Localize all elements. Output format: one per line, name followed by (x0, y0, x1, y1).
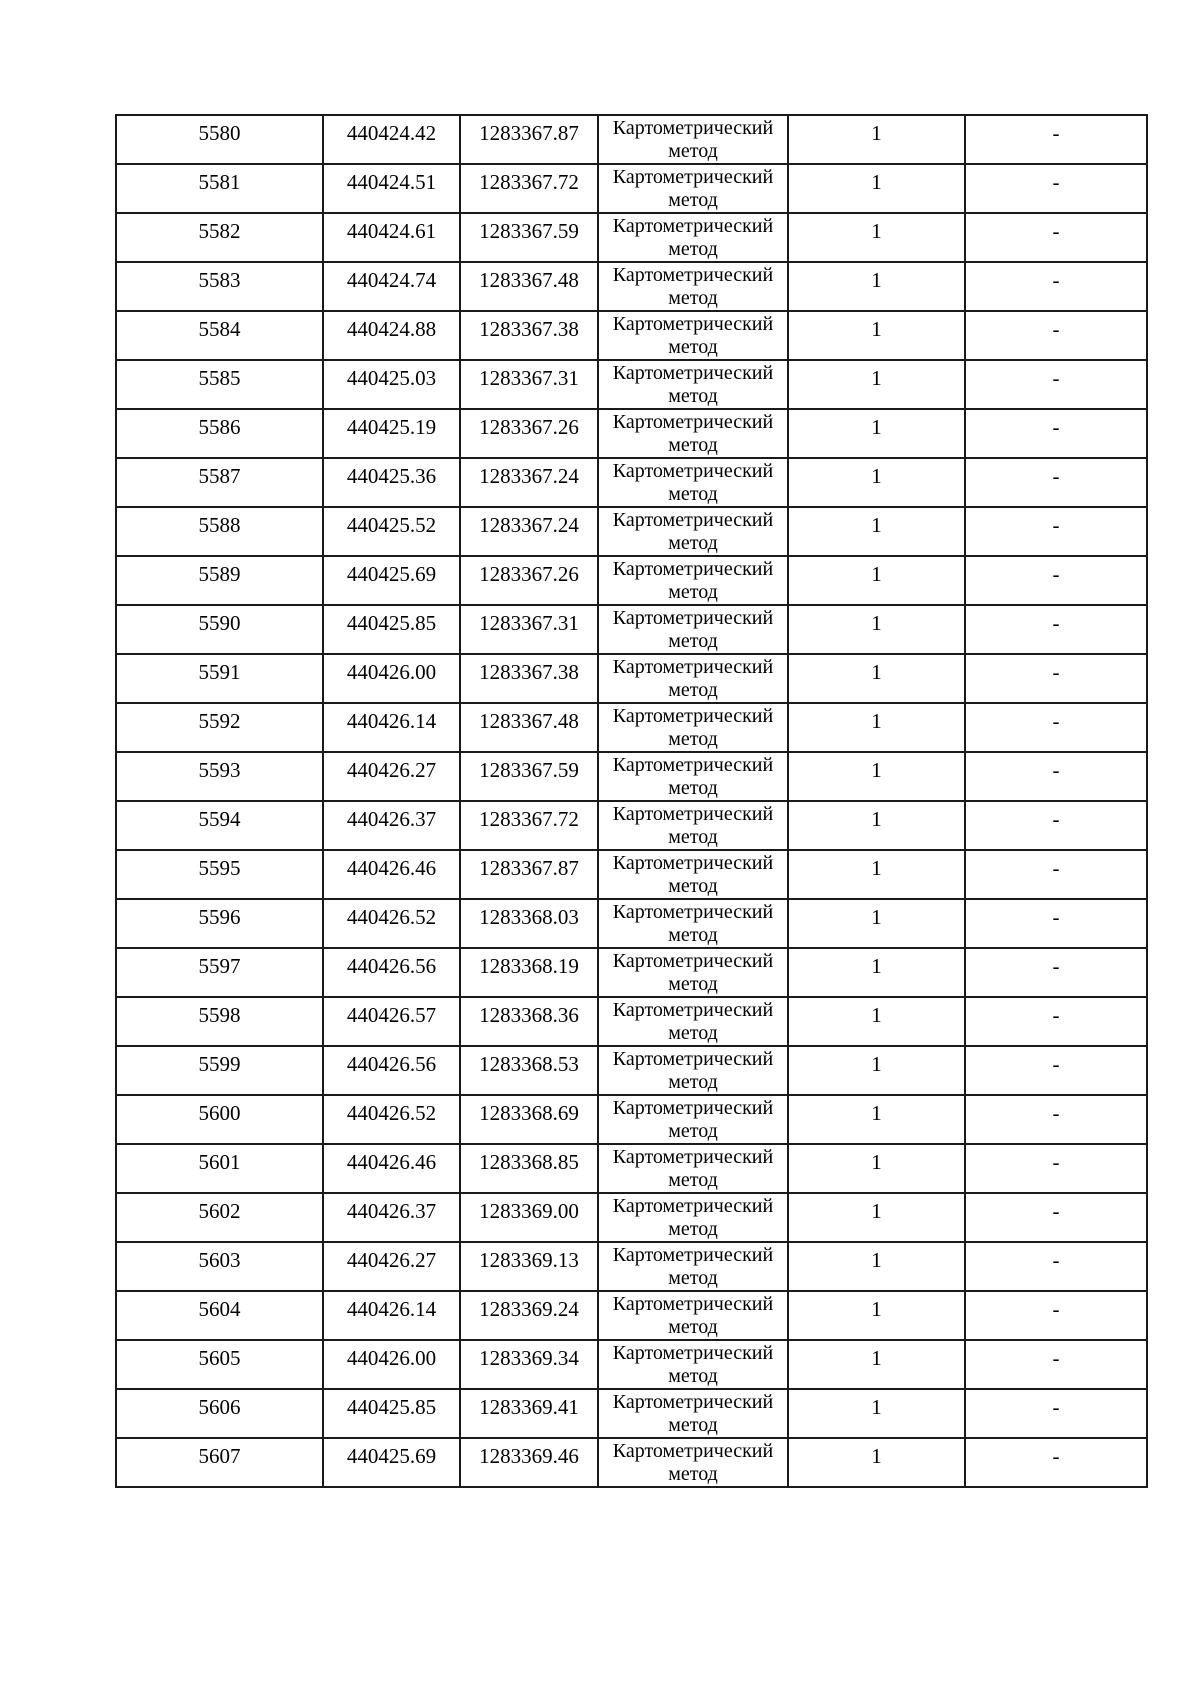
x-coordinate-cell: 440426.57 (323, 997, 460, 1046)
method-cell: Картометрический метод (598, 605, 788, 654)
point-number-cell: 5592 (116, 703, 323, 752)
x-coordinate-cell: 440424.88 (323, 311, 460, 360)
method-cell: Картометрический метод (598, 1046, 788, 1095)
table-row (116, 899, 1147, 948)
table-row (116, 1389, 1147, 1438)
note-cell: - (965, 899, 1147, 948)
x-coordinate-cell: 440425.85 (323, 1389, 460, 1438)
table-row (116, 948, 1147, 997)
accuracy-cell: 1 (788, 1438, 965, 1487)
point-number-cell: 5597 (116, 948, 323, 997)
note-cell: - (965, 752, 1147, 801)
y-coordinate-cell: 1283369.46 (460, 1438, 598, 1487)
x-coordinate-cell: 440426.56 (323, 1046, 460, 1095)
accuracy-cell: 1 (788, 752, 965, 801)
point-number-cell: 5589 (116, 556, 323, 605)
y-coordinate-cell: 1283367.87 (460, 115, 598, 164)
point-number-cell: 5590 (116, 605, 323, 654)
method-cell: Картометрический метод (598, 556, 788, 605)
table-row (116, 360, 1147, 409)
table-row (116, 1242, 1147, 1291)
x-coordinate-cell: 440425.52 (323, 507, 460, 556)
y-coordinate-cell: 1283367.26 (460, 556, 598, 605)
accuracy-cell: 1 (788, 115, 965, 164)
accuracy-cell: 1 (788, 850, 965, 899)
y-coordinate-cell: 1283367.26 (460, 409, 598, 458)
table-row (116, 213, 1147, 262)
x-coordinate-cell: 440425.03 (323, 360, 460, 409)
point-number-cell: 5603 (116, 1242, 323, 1291)
accuracy-cell: 1 (788, 311, 965, 360)
method-cell: Картометрический метод (598, 164, 788, 213)
point-number-cell: 5606 (116, 1389, 323, 1438)
accuracy-cell: 1 (788, 262, 965, 311)
accuracy-cell: 1 (788, 213, 965, 262)
point-number-cell: 5591 (116, 654, 323, 703)
y-coordinate-cell: 1283367.72 (460, 801, 598, 850)
note-cell: - (965, 605, 1147, 654)
point-number-cell: 5585 (116, 360, 323, 409)
accuracy-cell: 1 (788, 605, 965, 654)
point-number-cell: 5604 (116, 1291, 323, 1340)
x-coordinate-cell: 440425.69 (323, 1438, 460, 1487)
accuracy-cell: 1 (788, 1340, 965, 1389)
note-cell: - (965, 1291, 1147, 1340)
method-cell: Картометрический метод (598, 1340, 788, 1389)
point-number-cell: 5583 (116, 262, 323, 311)
accuracy-cell: 1 (788, 409, 965, 458)
note-cell: - (965, 654, 1147, 703)
method-cell: Картометрический метод (598, 703, 788, 752)
table-row (116, 1340, 1147, 1389)
y-coordinate-cell: 1283369.41 (460, 1389, 598, 1438)
note-cell: - (965, 311, 1147, 360)
note-cell: - (965, 1340, 1147, 1389)
accuracy-cell: 1 (788, 507, 965, 556)
note-cell: - (965, 801, 1147, 850)
x-coordinate-cell: 440426.37 (323, 801, 460, 850)
note-cell: - (965, 1438, 1147, 1487)
accuracy-cell: 1 (788, 703, 965, 752)
coordinates-table (115, 114, 1148, 1488)
x-coordinate-cell: 440426.52 (323, 1095, 460, 1144)
y-coordinate-cell: 1283368.69 (460, 1095, 598, 1144)
method-cell: Картометрический метод (598, 115, 788, 164)
x-coordinate-cell: 440424.42 (323, 115, 460, 164)
method-cell: Картометрический метод (598, 899, 788, 948)
y-coordinate-cell: 1283367.48 (460, 262, 598, 311)
accuracy-cell: 1 (788, 997, 965, 1046)
y-coordinate-cell: 1283369.24 (460, 1291, 598, 1340)
note-cell: - (965, 850, 1147, 899)
y-coordinate-cell: 1283367.24 (460, 458, 598, 507)
accuracy-cell: 1 (788, 556, 965, 605)
table-row (116, 605, 1147, 654)
method-cell: Картометрический метод (598, 997, 788, 1046)
point-number-cell: 5602 (116, 1193, 323, 1242)
y-coordinate-cell: 1283367.59 (460, 213, 598, 262)
point-number-cell: 5600 (116, 1095, 323, 1144)
note-cell: - (965, 997, 1147, 1046)
note-cell: - (965, 1193, 1147, 1242)
table-row (116, 1144, 1147, 1193)
point-number-cell: 5584 (116, 311, 323, 360)
x-coordinate-cell: 440425.85 (323, 605, 460, 654)
method-cell: Картометрический метод (598, 752, 788, 801)
method-cell: Картометрический метод (598, 360, 788, 409)
x-coordinate-cell: 440426.00 (323, 1340, 460, 1389)
x-coordinate-cell: 440426.37 (323, 1193, 460, 1242)
table-row (116, 1193, 1147, 1242)
table-row (116, 507, 1147, 556)
y-coordinate-cell: 1283369.00 (460, 1193, 598, 1242)
y-coordinate-cell: 1283367.31 (460, 605, 598, 654)
x-coordinate-cell: 440426.14 (323, 703, 460, 752)
table-row (116, 115, 1147, 164)
point-number-cell: 5582 (116, 213, 323, 262)
y-coordinate-cell: 1283369.34 (460, 1340, 598, 1389)
y-coordinate-cell: 1283368.19 (460, 948, 598, 997)
y-coordinate-cell: 1283367.87 (460, 850, 598, 899)
accuracy-cell: 1 (788, 654, 965, 703)
x-coordinate-cell: 440425.19 (323, 409, 460, 458)
note-cell: - (965, 948, 1147, 997)
accuracy-cell: 1 (788, 458, 965, 507)
accuracy-cell: 1 (788, 1389, 965, 1438)
note-cell: - (965, 262, 1147, 311)
method-cell: Картометрический метод (598, 409, 788, 458)
table-row (116, 409, 1147, 458)
y-coordinate-cell: 1283368.03 (460, 899, 598, 948)
method-cell: Картометрический метод (598, 262, 788, 311)
accuracy-cell: 1 (788, 1144, 965, 1193)
table-row (116, 458, 1147, 507)
method-cell: Картометрический метод (598, 1242, 788, 1291)
accuracy-cell: 1 (788, 360, 965, 409)
accuracy-cell: 1 (788, 801, 965, 850)
accuracy-cell: 1 (788, 1291, 965, 1340)
y-coordinate-cell: 1283368.36 (460, 997, 598, 1046)
x-coordinate-cell: 440426.46 (323, 850, 460, 899)
x-coordinate-cell: 440424.51 (323, 164, 460, 213)
note-cell: - (965, 409, 1147, 458)
x-coordinate-cell: 440426.14 (323, 1291, 460, 1340)
method-cell: Картометрический метод (598, 458, 788, 507)
note-cell: - (965, 164, 1147, 213)
method-cell: Картометрический метод (598, 507, 788, 556)
accuracy-cell: 1 (788, 1193, 965, 1242)
y-coordinate-cell: 1283367.72 (460, 164, 598, 213)
method-cell: Картометрический метод (598, 1438, 788, 1487)
note-cell: - (965, 360, 1147, 409)
x-coordinate-cell: 440426.00 (323, 654, 460, 703)
point-number-cell: 5599 (116, 1046, 323, 1095)
x-coordinate-cell: 440424.74 (323, 262, 460, 311)
point-number-cell: 5586 (116, 409, 323, 458)
y-coordinate-cell: 1283367.59 (460, 752, 598, 801)
accuracy-cell: 1 (788, 1242, 965, 1291)
accuracy-cell: 1 (788, 1046, 965, 1095)
table-row (116, 311, 1147, 360)
method-cell: Картометрический метод (598, 1095, 788, 1144)
table-row (116, 752, 1147, 801)
method-cell: Картометрический метод (598, 1389, 788, 1438)
table-row (116, 1291, 1147, 1340)
point-number-cell: 5607 (116, 1438, 323, 1487)
x-coordinate-cell: 440426.46 (323, 1144, 460, 1193)
note-cell: - (965, 213, 1147, 262)
y-coordinate-cell: 1283368.85 (460, 1144, 598, 1193)
accuracy-cell: 1 (788, 1095, 965, 1144)
method-cell: Картометрический метод (598, 948, 788, 997)
note-cell: - (965, 507, 1147, 556)
note-cell: - (965, 703, 1147, 752)
note-cell: - (965, 556, 1147, 605)
table-row (116, 262, 1147, 311)
note-cell: - (965, 1046, 1147, 1095)
point-number-cell: 5598 (116, 997, 323, 1046)
table-row (116, 1095, 1147, 1144)
accuracy-cell: 1 (788, 948, 965, 997)
point-number-cell: 5580 (116, 115, 323, 164)
note-cell: - (965, 115, 1147, 164)
method-cell: Картометрический метод (598, 1193, 788, 1242)
table-row (116, 850, 1147, 899)
method-cell: Картометрический метод (598, 801, 788, 850)
y-coordinate-cell: 1283367.48 (460, 703, 598, 752)
point-number-cell: 5593 (116, 752, 323, 801)
table-row (116, 164, 1147, 213)
method-cell: Картометрический метод (598, 311, 788, 360)
method-cell: Картометрический метод (598, 213, 788, 262)
x-coordinate-cell: 440424.61 (323, 213, 460, 262)
method-cell: Картометрический метод (598, 1144, 788, 1193)
y-coordinate-cell: 1283369.13 (460, 1242, 598, 1291)
note-cell: - (965, 1095, 1147, 1144)
note-cell: - (965, 1389, 1147, 1438)
accuracy-cell: 1 (788, 899, 965, 948)
table-row (116, 997, 1147, 1046)
y-coordinate-cell: 1283367.38 (460, 654, 598, 703)
coordinates-table-body (116, 115, 1147, 1487)
x-coordinate-cell: 440425.36 (323, 458, 460, 507)
table-row (116, 801, 1147, 850)
x-coordinate-cell: 440426.52 (323, 899, 460, 948)
note-cell: - (965, 1144, 1147, 1193)
x-coordinate-cell: 440426.56 (323, 948, 460, 997)
point-number-cell: 5596 (116, 899, 323, 948)
point-number-cell: 5601 (116, 1144, 323, 1193)
x-coordinate-cell: 440426.27 (323, 1242, 460, 1291)
table-row (116, 556, 1147, 605)
point-number-cell: 5605 (116, 1340, 323, 1389)
point-number-cell: 5588 (116, 507, 323, 556)
note-cell: - (965, 1242, 1147, 1291)
method-cell: Картометрический метод (598, 850, 788, 899)
x-coordinate-cell: 440426.27 (323, 752, 460, 801)
point-number-cell: 5581 (116, 164, 323, 213)
point-number-cell: 5594 (116, 801, 323, 850)
point-number-cell: 5595 (116, 850, 323, 899)
note-cell: - (965, 458, 1147, 507)
y-coordinate-cell: 1283367.24 (460, 507, 598, 556)
y-coordinate-cell: 1283368.53 (460, 1046, 598, 1095)
method-cell: Картометрический метод (598, 1291, 788, 1340)
table-row (116, 1438, 1147, 1487)
table-row (116, 1046, 1147, 1095)
y-coordinate-cell: 1283367.31 (460, 360, 598, 409)
y-coordinate-cell: 1283367.38 (460, 311, 598, 360)
method-cell: Картометрический метод (598, 654, 788, 703)
table-row (116, 654, 1147, 703)
accuracy-cell: 1 (788, 164, 965, 213)
x-coordinate-cell: 440425.69 (323, 556, 460, 605)
point-number-cell: 5587 (116, 458, 323, 507)
table-row (116, 703, 1147, 752)
